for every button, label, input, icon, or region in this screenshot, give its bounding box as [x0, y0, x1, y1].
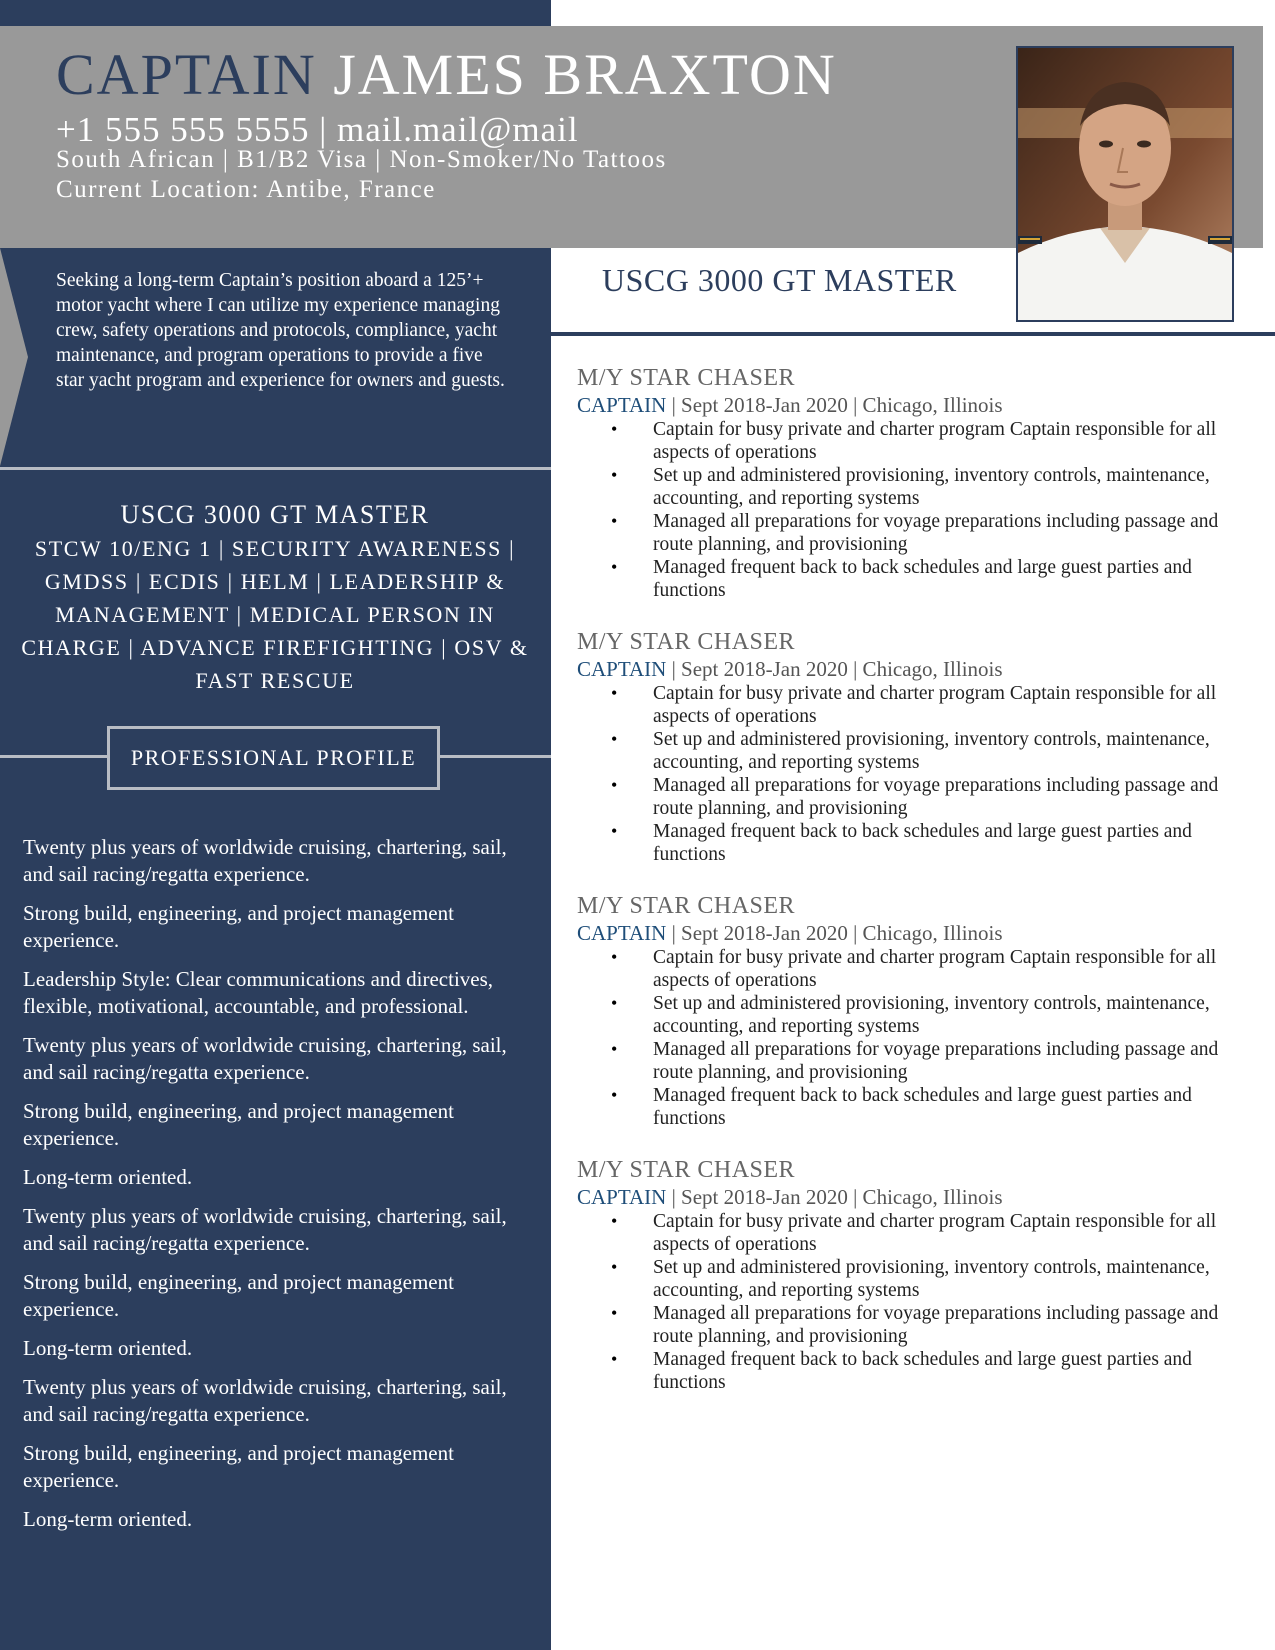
job-vessel: M/Y STAR CHASER: [577, 629, 796, 655]
experience-section: [577, 364, 1257, 1420]
job-role: CAPTAIN: [577, 657, 667, 681]
job-bullets: [577, 418, 1257, 602]
job-role: CAPTAIN: [577, 393, 667, 417]
profile-item: Twenty plus years of worldwide cruising, chartering, sail, and sail racing/regatta experience.: [23, 1375, 507, 1426]
bullet-dot-icon: •: [611, 775, 618, 795]
location-line: Current Location: Antibe, France: [56, 176, 436, 203]
profile-photo: [1016, 46, 1234, 322]
profile-item: Leadership Style: Clear communications and directives, flexible, motivational, accountable, and professional.: [23, 967, 494, 1018]
captain-portrait-image: [1018, 48, 1232, 320]
profile-item: Long-term oriented.: [23, 1507, 193, 1531]
job-bullet-text: Captain for busy private and charter program Captain responsible for all aspects of operations: [653, 947, 1217, 991]
job-bullet-text: Set up and administered provisioning, inventory controls, maintenance, accounting, and reporting systems: [653, 729, 1210, 773]
job-bullet: [611, 946, 1257, 992]
bullet-dot-icon: •: [611, 511, 618, 531]
job-bullet: [611, 464, 1257, 510]
job-bullet: [611, 1038, 1257, 1084]
bullet-dot-icon: •: [611, 1085, 618, 1105]
profile-item: Long-term oriented.: [23, 1165, 193, 1189]
job-bullet: [611, 1210, 1257, 1256]
profile-item: Twenty plus years of worldwide cruising, chartering, sail, and sail racing/regatta experience.: [23, 1204, 507, 1255]
job-role: CAPTAIN: [577, 921, 667, 945]
job-bullets: [577, 946, 1257, 1130]
profile-item: Strong build, engineering, and project management experience.: [23, 1270, 454, 1321]
bullet-dot-icon: •: [611, 947, 618, 967]
bullet-dot-icon: •: [611, 1211, 618, 1231]
job-bullet: [611, 556, 1257, 602]
profile-heading: PROFESSIONAL PROFILE: [107, 726, 440, 790]
job-entry: [577, 628, 1257, 892]
right-divider: [551, 332, 1275, 336]
bullet-dot-icon: •: [611, 1303, 618, 1323]
job-bullet-text: Set up and administered provisioning, inventory controls, maintenance, accounting, and reporting systems: [653, 465, 1210, 509]
nationality-line: South African | B1/B2 Visa | Non-Smoker/No Tattoos: [56, 146, 667, 173]
job-bullet: [611, 992, 1257, 1038]
job-details: | Sept 2018-Jan 2020 | Chicago, Illinois: [666, 393, 1003, 417]
bullet-dot-icon: •: [611, 993, 618, 1013]
bullet-dot-icon: •: [611, 557, 618, 577]
certifications-block: [20, 498, 530, 697]
name-full: JAMES BRAXTON: [333, 42, 837, 107]
job-entry: [577, 1156, 1257, 1420]
right-title: USCG 3000 GT MASTER: [602, 262, 957, 298]
job-bullet-text: Managed frequent back to back schedules and large guest parties and functions: [653, 1349, 1192, 1393]
name-title: CAPTAIN: [56, 42, 317, 107]
divider-objective: [0, 467, 551, 470]
profile-list: [23, 834, 523, 1545]
job-bullet-text: Captain for busy private and charter program Captain responsible for all aspects of operations: [653, 419, 1217, 463]
job-bullet-text: Managed frequent back to back schedules and large guest parties and functions: [653, 821, 1192, 865]
profile-item: Long-term oriented.: [23, 1336, 193, 1360]
job-bullet-text: Set up and administered provisioning, inventory controls, maintenance, accounting, and reporting systems: [653, 1257, 1210, 1301]
bullet-dot-icon: •: [611, 419, 618, 439]
job-bullet: [611, 728, 1257, 774]
job-vessel: M/Y STAR CHASER: [577, 1157, 796, 1183]
bullet-dot-icon: •: [611, 1349, 618, 1369]
job-meta: [577, 656, 1257, 682]
job-meta: [577, 920, 1257, 946]
profile-item: Twenty plus years of worldwide cruising, chartering, sail, and sail racing/regatta experience.: [23, 835, 507, 886]
profile-item: Twenty plus years of worldwide cruising, chartering, sail, and sail racing/regatta experience.: [23, 1033, 507, 1084]
profile-item: Strong build, engineering, and project management experience.: [23, 1099, 454, 1150]
job-bullet: [611, 1348, 1257, 1394]
job-bullet-text: Captain for busy private and charter program Captain responsible for all aspects of operations: [653, 683, 1217, 727]
job-meta: [577, 1184, 1257, 1210]
job-bullet: [611, 774, 1257, 820]
job-bullet-text: Managed all preparations for voyage preparations including passage and route planning, and provisioning: [653, 511, 1219, 555]
bullet-dot-icon: •: [611, 821, 618, 841]
bullet-dot-icon: •: [611, 729, 618, 749]
job-details: | Sept 2018-Jan 2020 | Chicago, Illinois: [666, 657, 1003, 681]
bullet-dot-icon: •: [611, 1039, 618, 1059]
job-bullet-text: Managed frequent back to back schedules and large guest parties and functions: [653, 1085, 1192, 1129]
profile-item: Strong build, engineering, and project management experience.: [23, 901, 454, 952]
bullet-dot-icon: •: [611, 1257, 618, 1277]
job-bullet: [611, 418, 1257, 464]
job-bullet: [611, 1256, 1257, 1302]
objective-statement: Seeking a long-term Captain’s position aboard a 125’+ motor yacht where I can utilize my experience managing crew, safety operations and protocols, compliance, yacht maintenance, and program operations to provide a five star yacht program and experience for owners and guests.: [56, 270, 505, 391]
job-bullet-text: Managed frequent back to back schedules and large guest parties and functions: [653, 557, 1192, 601]
job-bullet: [611, 1302, 1257, 1348]
job-vessel: M/Y STAR CHASER: [577, 365, 796, 391]
job-entry: [577, 364, 1257, 628]
job-bullets: [577, 1210, 1257, 1394]
job-vessel: M/Y STAR CHASER: [577, 893, 796, 919]
job-bullet-text: Captain for busy private and charter program Captain responsible for all aspects of operations: [653, 1211, 1217, 1255]
job-bullet: [611, 820, 1257, 866]
job-bullet: [611, 510, 1257, 556]
job-bullet-text: Managed all preparations for voyage preparations including passage and route planning, and provisioning: [653, 775, 1219, 819]
contact-info: +1 555 555 5555 | mail.mail@mail: [56, 110, 579, 149]
job-bullet-text: Set up and administered provisioning, inventory controls, maintenance, accounting, and reporting systems: [653, 993, 1210, 1037]
cert-list: STCW 10/ENG 1 | SECURITY AWARENESS | GMDSS | ECDIS | HELM | LEADERSHIP & MANAGEMENT | MEDICAL PERSON IN CHARGE | ADVANCE FIREFIGHTING | OSV & FAST RESCUE: [21, 536, 529, 693]
job-details: | Sept 2018-Jan 2020 | Chicago, Illinois: [666, 1185, 1003, 1209]
bullet-dot-icon: •: [611, 465, 618, 485]
cert-title: USCG 3000 GT MASTER: [120, 500, 430, 529]
job-meta: [577, 392, 1257, 418]
job-bullet-text: Managed all preparations for voyage preparations including passage and route planning, and provisioning: [653, 1303, 1219, 1347]
candidate-name: [56, 42, 837, 108]
job-details: | Sept 2018-Jan 2020 | Chicago, Illinois: [666, 921, 1003, 945]
job-role: CAPTAIN: [577, 1185, 667, 1209]
bullet-dot-icon: •: [611, 683, 618, 703]
job-bullet: [611, 682, 1257, 728]
chevron-shape: [0, 248, 28, 466]
job-bullets: [577, 682, 1257, 866]
job-entry: [577, 892, 1257, 1156]
job-bullet: [611, 1084, 1257, 1130]
profile-item: Strong build, engineering, and project management experience.: [23, 1441, 454, 1492]
job-bullet-text: Managed all preparations for voyage preparations including passage and route planning, and provisioning: [653, 1039, 1219, 1083]
